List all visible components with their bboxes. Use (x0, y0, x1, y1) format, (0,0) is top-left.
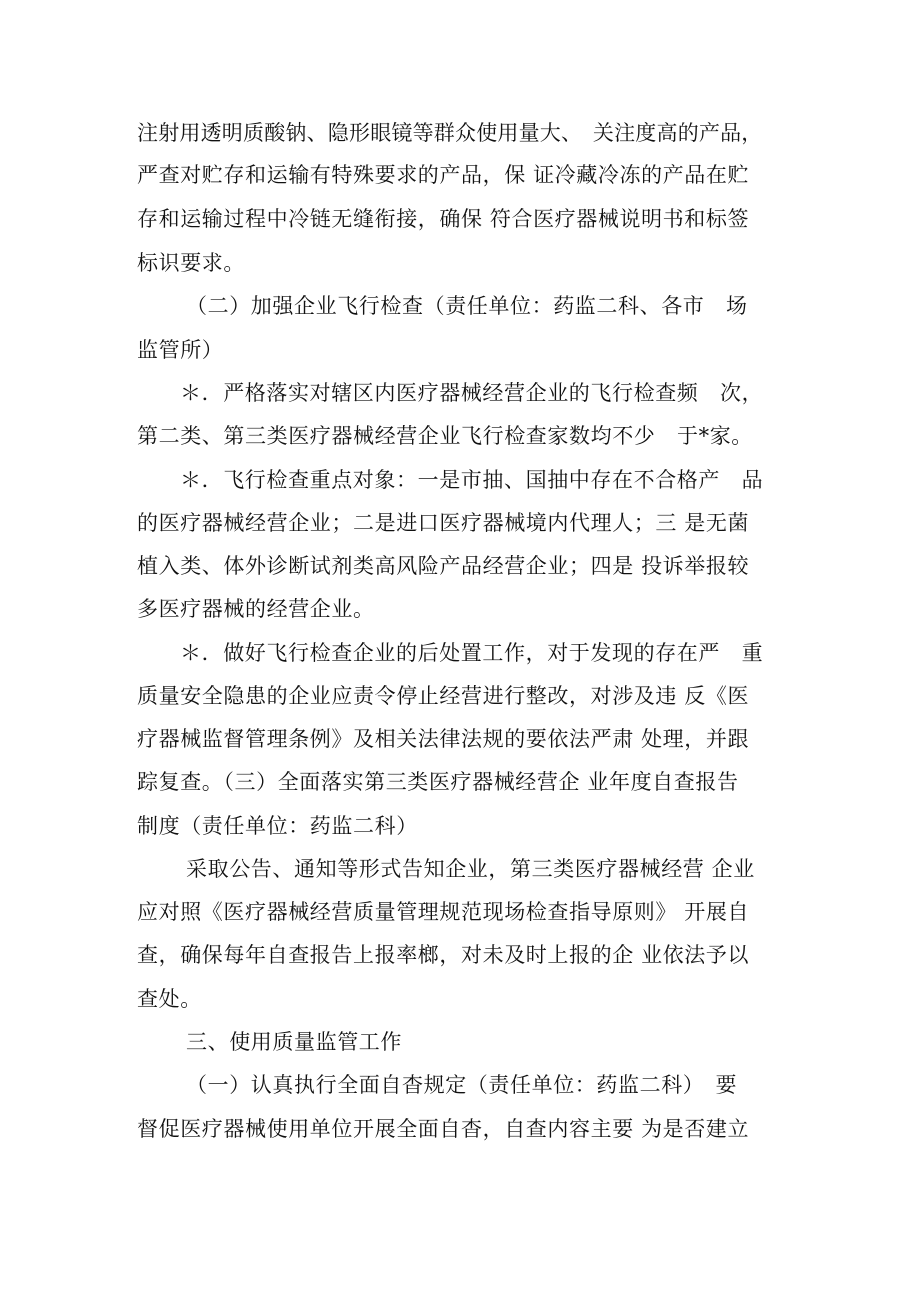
section-heading: 三、使用质量监管工作 (186, 1030, 402, 1054)
text-line: 查，确保每年自查报告上报率榔，对未及时上报的企 业依法予以 (137, 943, 750, 967)
text-line: 疗器械监督管理条例》及相关法律法规的要依法严肃 处理，并跟 (137, 727, 750, 751)
text-line: 监管所） (137, 338, 224, 362)
text-line: 第二类、第三类医疗器械经营企业飞行检查家数均不少 于*家。 (137, 424, 753, 448)
text-line: 植入类、体外诊断试剂类高风险产品经营企业；四是 投诉举报较 (137, 554, 750, 578)
text-line: 应对照《医疗器械经营质量管理规范现场检查指导原则》 开展自 (137, 900, 750, 924)
text-line: 查处。 (137, 987, 202, 1011)
text-line: ＊．做好飞行检查企业的后处置工作，对于发现的存在严 重 (180, 641, 764, 665)
text-line: 严查对贮存和运输有特殊要求的产品，保 证冷藏冷冻的产品在贮 (137, 163, 750, 187)
text-line: 质量安全隐患的企业应责令停止经营进行整改，对涉及违 反《医 (137, 684, 750, 708)
text-line: 注射用透明质酸钠、隐形眼镜等群众使用量大、 关注度高的产品， (137, 121, 763, 145)
text-line: 存和运输过程中冷链无缝衔接，确保 符合医疗器械说明书和标签 (137, 207, 750, 231)
text-line: 标识要求。 (137, 251, 245, 275)
text-line: 踪复查。（三）全面落实第三类医疗器械经营企 业年度自查报告 (137, 770, 739, 794)
text-line: 采取公告、通知等形式告知企业，第三类医疗器械经营 企业 (186, 857, 755, 881)
text-line: 的医疗器械经营企业；二是进口医疗器械境内代理人；三 是无菌 (137, 511, 750, 535)
text-line: 多医疗器械的经营企业。 (137, 597, 375, 621)
section-heading: （一）认真执行全面自杳规定（责任单位：药监二科） 要 (186, 1073, 738, 1097)
section-heading: （二）加强企业飞行检查（责任单位：药监二科、各市 场 (186, 294, 748, 318)
text-line: ＊．严格落实对辖区内医疗器械经营企业的飞行检查频 次， (180, 381, 764, 405)
text-line: 督促医疗器械使用单位开展全面自杳，自查内容主要 为是否建立 (137, 1117, 750, 1141)
text-line: ＊．飞行检查重点对象：一是市抽、国抽中存在不合格产 品 (180, 468, 764, 492)
text-line: 制度（责任单位：药监二科） (137, 814, 418, 838)
